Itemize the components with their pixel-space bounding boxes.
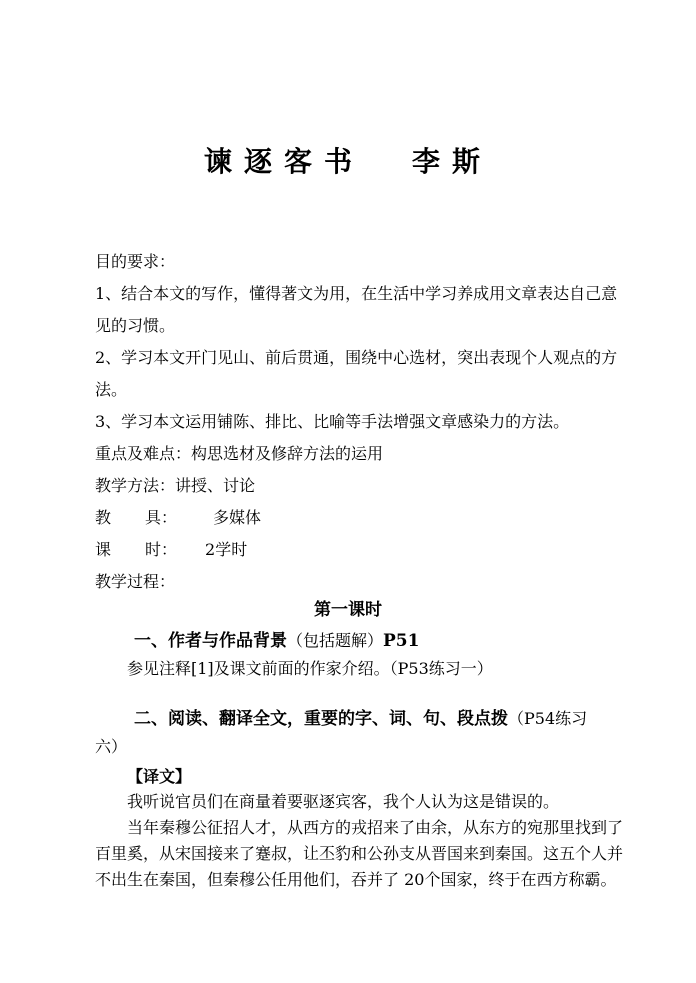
translation-para-1: 我听说官员们在商量着要驱逐宾客，我个人认为这是错误的。 bbox=[127, 792, 560, 811]
tools-label-1: 教 bbox=[95, 508, 112, 527]
author-name: 李斯 bbox=[412, 145, 493, 178]
process-heading: 教学过程： bbox=[95, 572, 176, 591]
section-1-ref: P51 bbox=[383, 631, 420, 651]
objective-1-line-2: 见的习惯。 bbox=[95, 316, 176, 335]
section-1-body: 参见注释[1]及课文前面的作家介绍。（P53练习一） bbox=[127, 659, 493, 678]
tools-row bbox=[95, 508, 261, 528]
hours-label-2: 时： bbox=[145, 540, 178, 559]
section-1-title: 一、作者与作品背景 bbox=[134, 631, 287, 651]
translation-para-2-line-1: 当年秦穆公征招人才，从西方的戎招来了由余，从东方的宛那里找到了 bbox=[127, 818, 624, 837]
section-1-heading bbox=[134, 630, 419, 652]
hours-row bbox=[95, 540, 247, 560]
hours-label-1: 课 bbox=[95, 540, 112, 559]
translation-heading: 【译文】 bbox=[127, 767, 192, 786]
tools-label-2: 具： bbox=[145, 508, 178, 527]
section-2-heading bbox=[134, 708, 587, 730]
lesson-1-heading: 第一课时 bbox=[314, 600, 382, 620]
translation-para-2-line-2: 百里奚，从宋国接来了蹇叔，让丕豹和公孙支从晋国来到秦国。这五个人并 bbox=[95, 844, 624, 863]
title-text: 谏逐客书 bbox=[203, 145, 364, 178]
page-title bbox=[0, 142, 696, 182]
section-2-title: 二、阅读、翻译全文，重要的字、词、句、段点拨 bbox=[134, 709, 508, 729]
objective-2-line-1: 2、学习本文开门见山、前后贯通，围绕中心选材，突出表现个人观点的方 bbox=[95, 348, 618, 367]
hours-value: 2学时 bbox=[205, 540, 248, 559]
objective-3: 3、学习本文运用铺陈、排比、比喻等手法增强文章感染力的方法。 bbox=[95, 412, 570, 431]
key-points: 重点及难点：构思选材及修辞方法的运用 bbox=[95, 444, 384, 463]
tools-value: 多媒体 bbox=[213, 508, 262, 527]
objective-1-line-1: 1、结合本文的写作，懂得著文为用，在生活中学习养成用文章表达自己意 bbox=[95, 284, 618, 303]
translation-para-2-line-3: 不出生在秦国，但秦穆公任用他们，吞并了 20个国家，终于在西方称霸。 bbox=[95, 870, 617, 889]
teaching-method: 教学方法：讲授、讨论 bbox=[95, 476, 256, 495]
objective-2-line-2: 法。 bbox=[95, 380, 128, 399]
section-1-paren: （包括题解） bbox=[287, 631, 384, 650]
section-2-paren: （P54练习 bbox=[508, 709, 588, 728]
section-2-paren-continued: 六） bbox=[95, 737, 128, 756]
objectives-heading: 目的要求： bbox=[95, 252, 176, 271]
